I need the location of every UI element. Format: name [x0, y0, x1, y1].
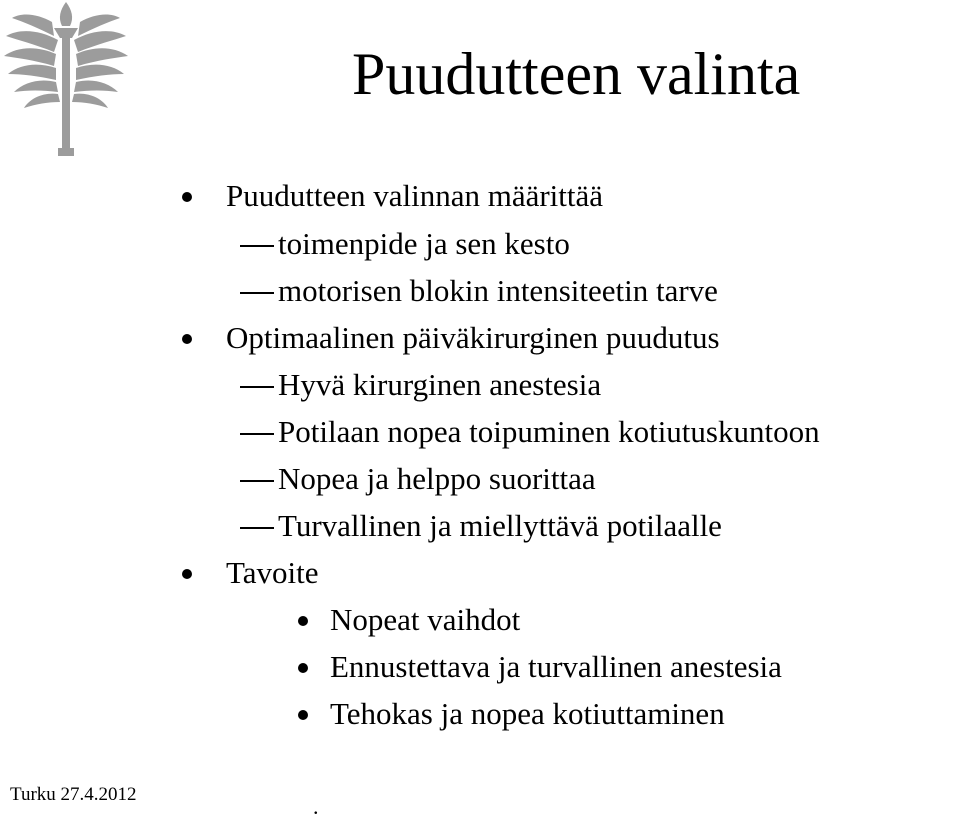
list-item-text: Ennustettava ja turvallinen anestesia — [330, 649, 782, 684]
list-item-text: Turvallinen ja miellyttävä potilaalle — [278, 508, 722, 543]
list-item — [0, 696, 960, 732]
list-item — [0, 414, 960, 450]
footer-dot: . — [313, 794, 319, 819]
list-item — [0, 649, 960, 685]
list-item-text: Tavoite — [226, 555, 319, 590]
list-item — [0, 367, 960, 403]
dash-marker — [240, 480, 274, 482]
list-item — [0, 226, 960, 262]
torch-wings-emblem-icon — [0, 0, 132, 162]
list-item-text: Nopea ja helppo suorittaa — [278, 461, 596, 496]
list-item-text: Optimaalinen päiväkirurginen puudutus — [226, 320, 720, 355]
list-item — [0, 508, 960, 544]
footer-date: Turku 27.4.2012 — [10, 784, 137, 805]
list-item-text: motorisen blokin intensiteetin tarve — [278, 273, 718, 308]
bullet-marker — [182, 192, 192, 202]
bullet-marker — [298, 616, 308, 626]
dash-marker — [240, 433, 274, 435]
dash-marker — [240, 292, 274, 294]
bullet-marker — [182, 334, 192, 344]
list-item-text: Puudutteen valinnan määrittää — [226, 178, 604, 213]
bullet-marker — [182, 569, 192, 579]
list-item — [0, 178, 960, 214]
bullet-marker — [298, 710, 308, 720]
dash-marker — [240, 245, 274, 247]
list-item — [0, 320, 960, 356]
list-item-text: Hyvä kirurginen anestesia — [278, 367, 602, 402]
list-item-text: Tehokas ja nopea kotiuttaminen — [330, 696, 725, 731]
list-item — [0, 555, 960, 591]
dash-marker — [240, 386, 274, 388]
list-item-text: toimenpide ja sen kesto — [278, 226, 570, 261]
slide-title: Puudutteen valinta — [352, 41, 801, 107]
dash-marker — [240, 527, 274, 529]
list-item-text: Potilaan nopea toipuminen kotiutuskuntoon — [278, 414, 820, 449]
list-item — [0, 602, 960, 638]
list-item — [0, 461, 960, 497]
list-item-text: Nopeat vaihdot — [330, 602, 521, 637]
list-item — [0, 273, 960, 309]
bullet-marker — [298, 663, 308, 673]
